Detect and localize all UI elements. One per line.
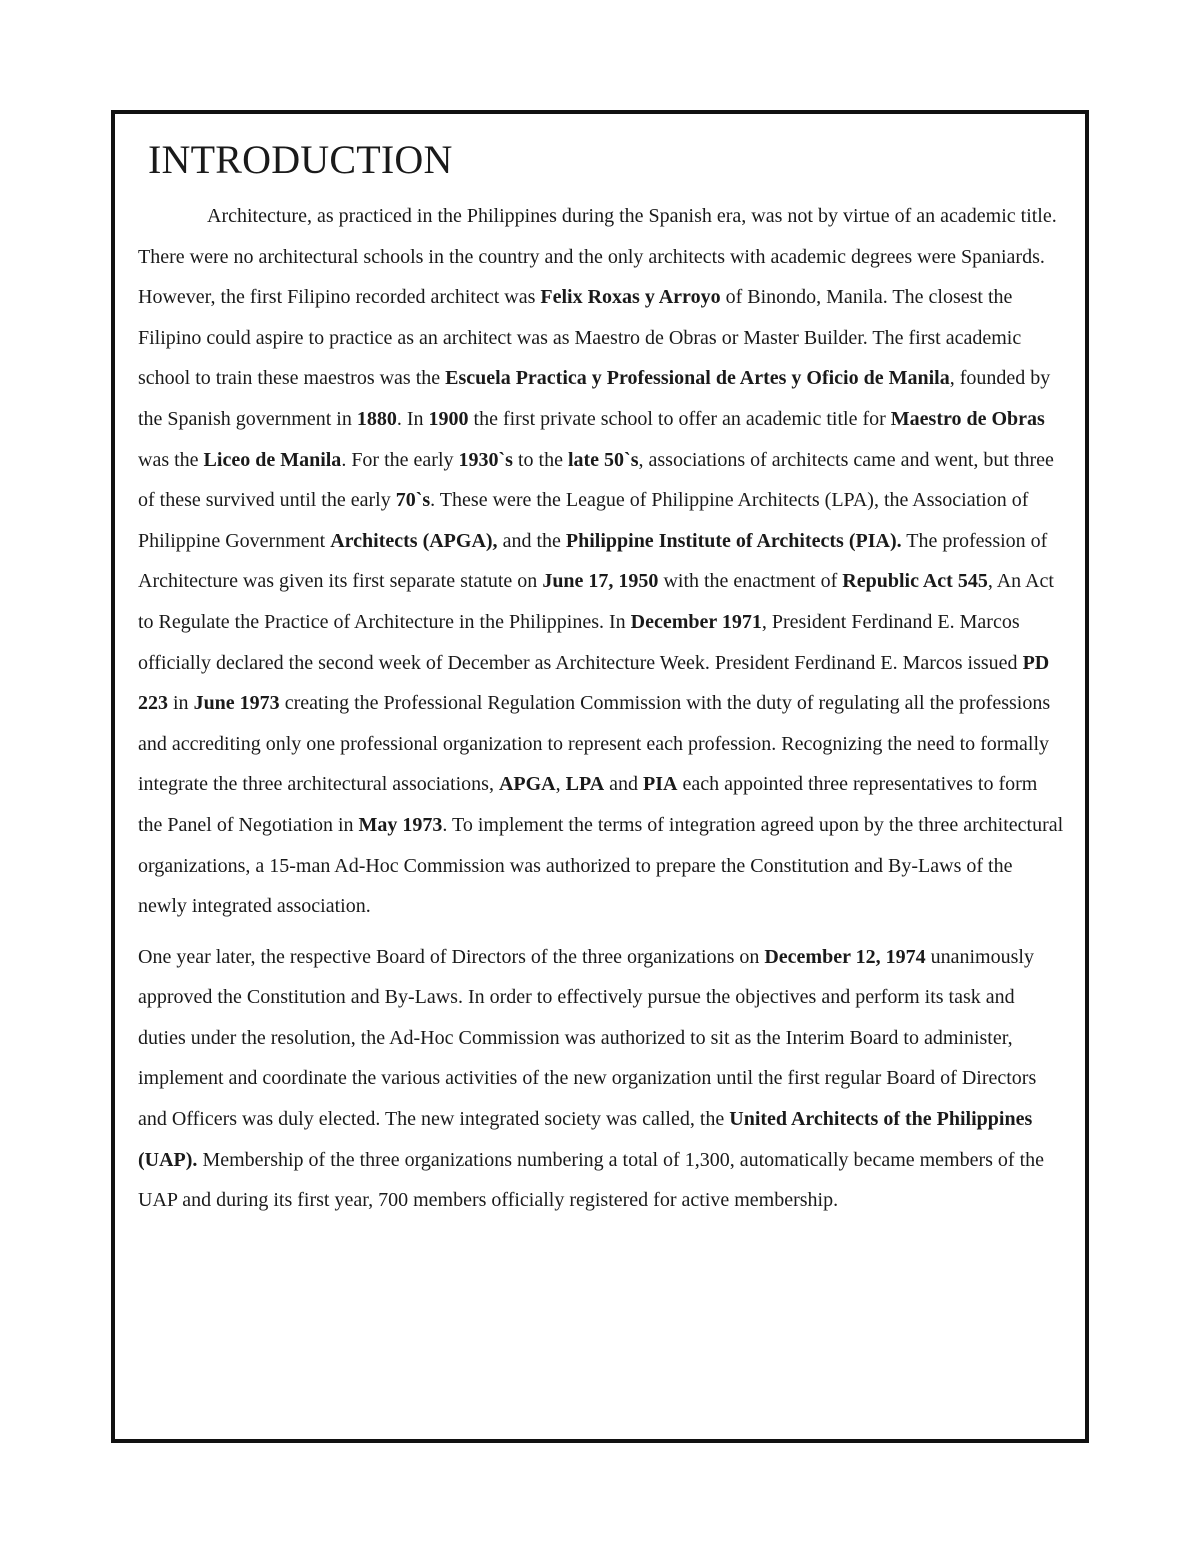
text-run: The profession of Architecture was given its first separate statute on <box>138 529 1048 593</box>
bold-text-run: PD 223 <box>138 651 1050 715</box>
text-run: Architecture, as practiced in the Philippines during the Spanish era, was not by virtue of an academic title. There were no architectural schools in the country and the only architects with academic degrees were Spaniards. However, the first Filipino recorded architect was <box>138 205 1057 309</box>
bold-text-run: 1880 <box>356 407 397 430</box>
text-run: , An Act to Regulate the Practice of Architecture in the Philippines. In <box>138 570 1054 633</box>
bold-text-run: late 50`s <box>567 448 639 471</box>
text-run: with the enactment of <box>658 570 843 593</box>
bold-text-run: Felix Roxas y Arroyo <box>540 286 721 309</box>
bold-text-run: June 1973 <box>193 692 280 715</box>
bold-text-run: Architects (APGA), <box>330 529 498 552</box>
text-run: , <box>555 773 566 796</box>
text-run: to the <box>512 448 568 471</box>
bold-text-run: December 1971 <box>630 610 762 633</box>
text-run: . To implement the terms of integration agreed upon by the three architectural organizations, a 15-man Ad-Hoc Commission was authorized to prepare the Constitution and By-Laws of the newly integrated association. <box>138 813 1064 918</box>
bold-text-run: December 12, 1974 <box>764 945 926 968</box>
bold-text-run: United Architects of the Philippines (UAP). <box>138 1108 1033 1171</box>
text-run: the first private school to offer an academic title for <box>468 407 891 430</box>
text-run: . In <box>396 407 429 430</box>
bold-text-run: 1930`s <box>458 448 513 471</box>
bold-text-run: Escuela Practica y Professional de Artes y Oficio de Manila <box>445 367 950 390</box>
bold-text-run: Maestro de Obras <box>890 407 1045 430</box>
text-run: was the <box>138 448 204 471</box>
text-run: of Binondo, Manila. The closest the Filipino could aspire to practice as an architect was as Maestro de Obras or Master Builder. The first academic school to train these maestros was the <box>138 286 1022 390</box>
document-heading: INTRODUCTION <box>148 137 453 182</box>
text-run: , President Ferdinand E. Marcos officially declared the second week of December as Architecture Week. President Ferdinand E. Marcos issued <box>138 610 1023 674</box>
text-run: . For the early <box>341 448 459 471</box>
bold-text-run: Philippine Institute of Architects (PIA). <box>565 529 902 552</box>
text-run: creating the Professional Regulation Commission with the duty of regulating all the professions and accrediting only one professional organization to represent each profession. Recognizing the need to formally integrate the three architectural associations, <box>138 692 1051 796</box>
bold-text-run: APGA <box>498 773 556 796</box>
text-run: . These were the League of Philippine Architects (LPA), the Association of Philippine Government <box>138 489 1029 552</box>
text-run: Membership of the three organizations numbering a total of 1,300, automatically became members of the UAP and during its first year, 700 members officially registered for active membership. <box>138 1148 1045 1212</box>
text-run: , founded by the Spanish government in <box>138 367 1051 430</box>
paragraph-uap <box>138 937 1064 1221</box>
bold-text-run: Liceo de Manila <box>203 448 342 471</box>
text-run: , associations of architects came and went, but three of these survived until the early <box>138 448 1054 512</box>
bold-text-run: Republic Act 545 <box>842 570 988 593</box>
bold-text-run: 70`s <box>395 489 431 512</box>
bold-text-run: May 1973 <box>358 813 443 836</box>
text-run: unanimously approved the Constitution and By-Laws. In order to effectively pursue the objectives and perform its task and duties under the resolution, the Ad-Hoc Commission was authorized to sit as the Interim Board to administer, implement and coordinate the various activities of the new organization until the first regular Board of Directors and Officers was duly elected. The new integrated society was called, the <box>138 945 1037 1131</box>
bold-text-run: 1900 <box>428 407 469 430</box>
bold-text-run: LPA <box>565 773 605 796</box>
text-run: each appointed three representatives to form the Panel of Negotiation in <box>138 773 1038 836</box>
paragraph-history <box>138 196 1064 927</box>
text-run: in <box>168 692 194 715</box>
text-run: and <box>604 773 644 796</box>
text-run: and the <box>497 529 566 552</box>
bold-text-run: June 17, 1950 <box>542 570 659 593</box>
text-run: One year later, the respective Board of Directors of the three organizations on <box>138 945 765 968</box>
document-body <box>138 134 1064 1221</box>
bold-text-run: PIA <box>643 773 678 796</box>
